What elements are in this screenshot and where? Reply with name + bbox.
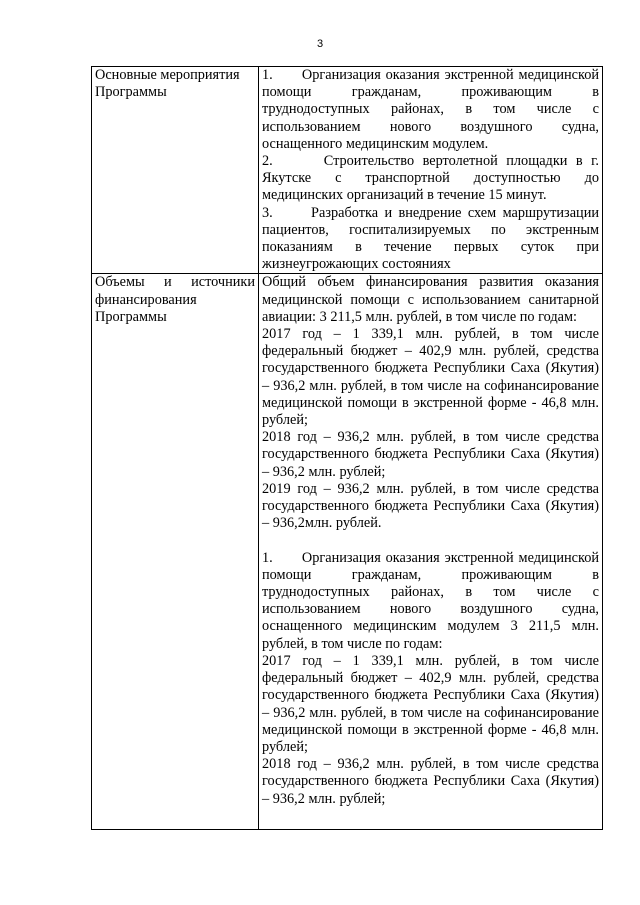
funding-2017-paragraph: 2017 год – 1 339,1 млн. рублей, в том числе федеральный бюджет – 402,9 млн. рублей, средства государственного бюджета Республики Саха (Якутия) – 936,2 млн. рублей, в том числе на софинансирование медицинской помощи в экстренной форме - 46,8 млн. рублей; — [262, 326, 599, 429]
label-cell-funding — [92, 274, 259, 830]
funding-2019-paragraph: 2019 год – 936,2 млн. рублей, в том числе средства государственного бюджета Республики Саха (Якутия) – 936,2млн. рублей. — [262, 480, 599, 532]
funding-2018-paragraph: 2018 год – 936,2 млн. рублей, в том числе средства государственного бюджета Республики Саха (Якутия) – 936,2 млн. рублей; — [262, 429, 599, 480]
table-row-main-activities — [92, 67, 603, 274]
funding-activity-1-2017-paragraph: 2017 год – 1 339,1 млн. рублей, в том числе федеральный бюджет – 402,9 млн. рублей, средства государственного бюджета Республики Саха (Якутия) – 936,2 млн. рублей, в том числе на софинансирование медицинской помощи в экстренной форме - 46,8 млн. рублей; — [262, 652, 599, 755]
table-row-funding — [92, 274, 603, 830]
row-label: Основные мероприятия Программы — [95, 67, 240, 101]
row-label-line-1: Объемы и источники — [95, 274, 255, 291]
program-passport-table — [91, 66, 603, 830]
row-label-line-2: финансирования — [95, 291, 197, 308]
funding-activity-1-2018-paragraph: 2018 год – 936,2 млн. рублей, в том числе средства государственного бюджета Республики Саха (Якутия) – 936,2 млн. рублей; — [262, 756, 599, 807]
funding-total-paragraph: Общий объем финансирования развития оказания медицинской помощи с использованием санитарной авиации: 3 211,5 млн. рублей, в том числе по годам: — [262, 274, 599, 325]
row-label-line-3: Программы — [95, 308, 167, 325]
activity-item-3: 3. Разработка и внедрение схем маршрутизации пациентов, госпитализируемых по экстренным показаниям в течение первых суток при жизнеугрожающих состояниях — [262, 204, 599, 273]
page-number: 3 — [316, 38, 324, 50]
paragraph-spacer — [262, 532, 599, 549]
funding-activity-1-paragraph: 1. Организация оказания экстренной медицинской помощи гражданам, проживающим в труднодоступных районах, в том числе с использованием нового воздушного судна, оснащенного медицинским модулем 3 211,5 млн. рублей, в том числе по годам: — [262, 549, 599, 652]
label-cell-main-activities — [92, 67, 259, 274]
activity-item-1: 1. Организация оказания экстренной медицинской помощи гражданам, проживающим в труднодоступных районах, в том числе с использованием нового воздушного судна, оснащенного медицинским модулем. — [262, 67, 599, 152]
content-cell-main-activities — [259, 67, 603, 274]
content-cell-funding — [259, 274, 603, 830]
activity-item-2: 2. Строительство вертолетной площадки в г. Якутске с транспортной доступностью до медицинских организаций в течение 15 минут. — [262, 153, 599, 204]
